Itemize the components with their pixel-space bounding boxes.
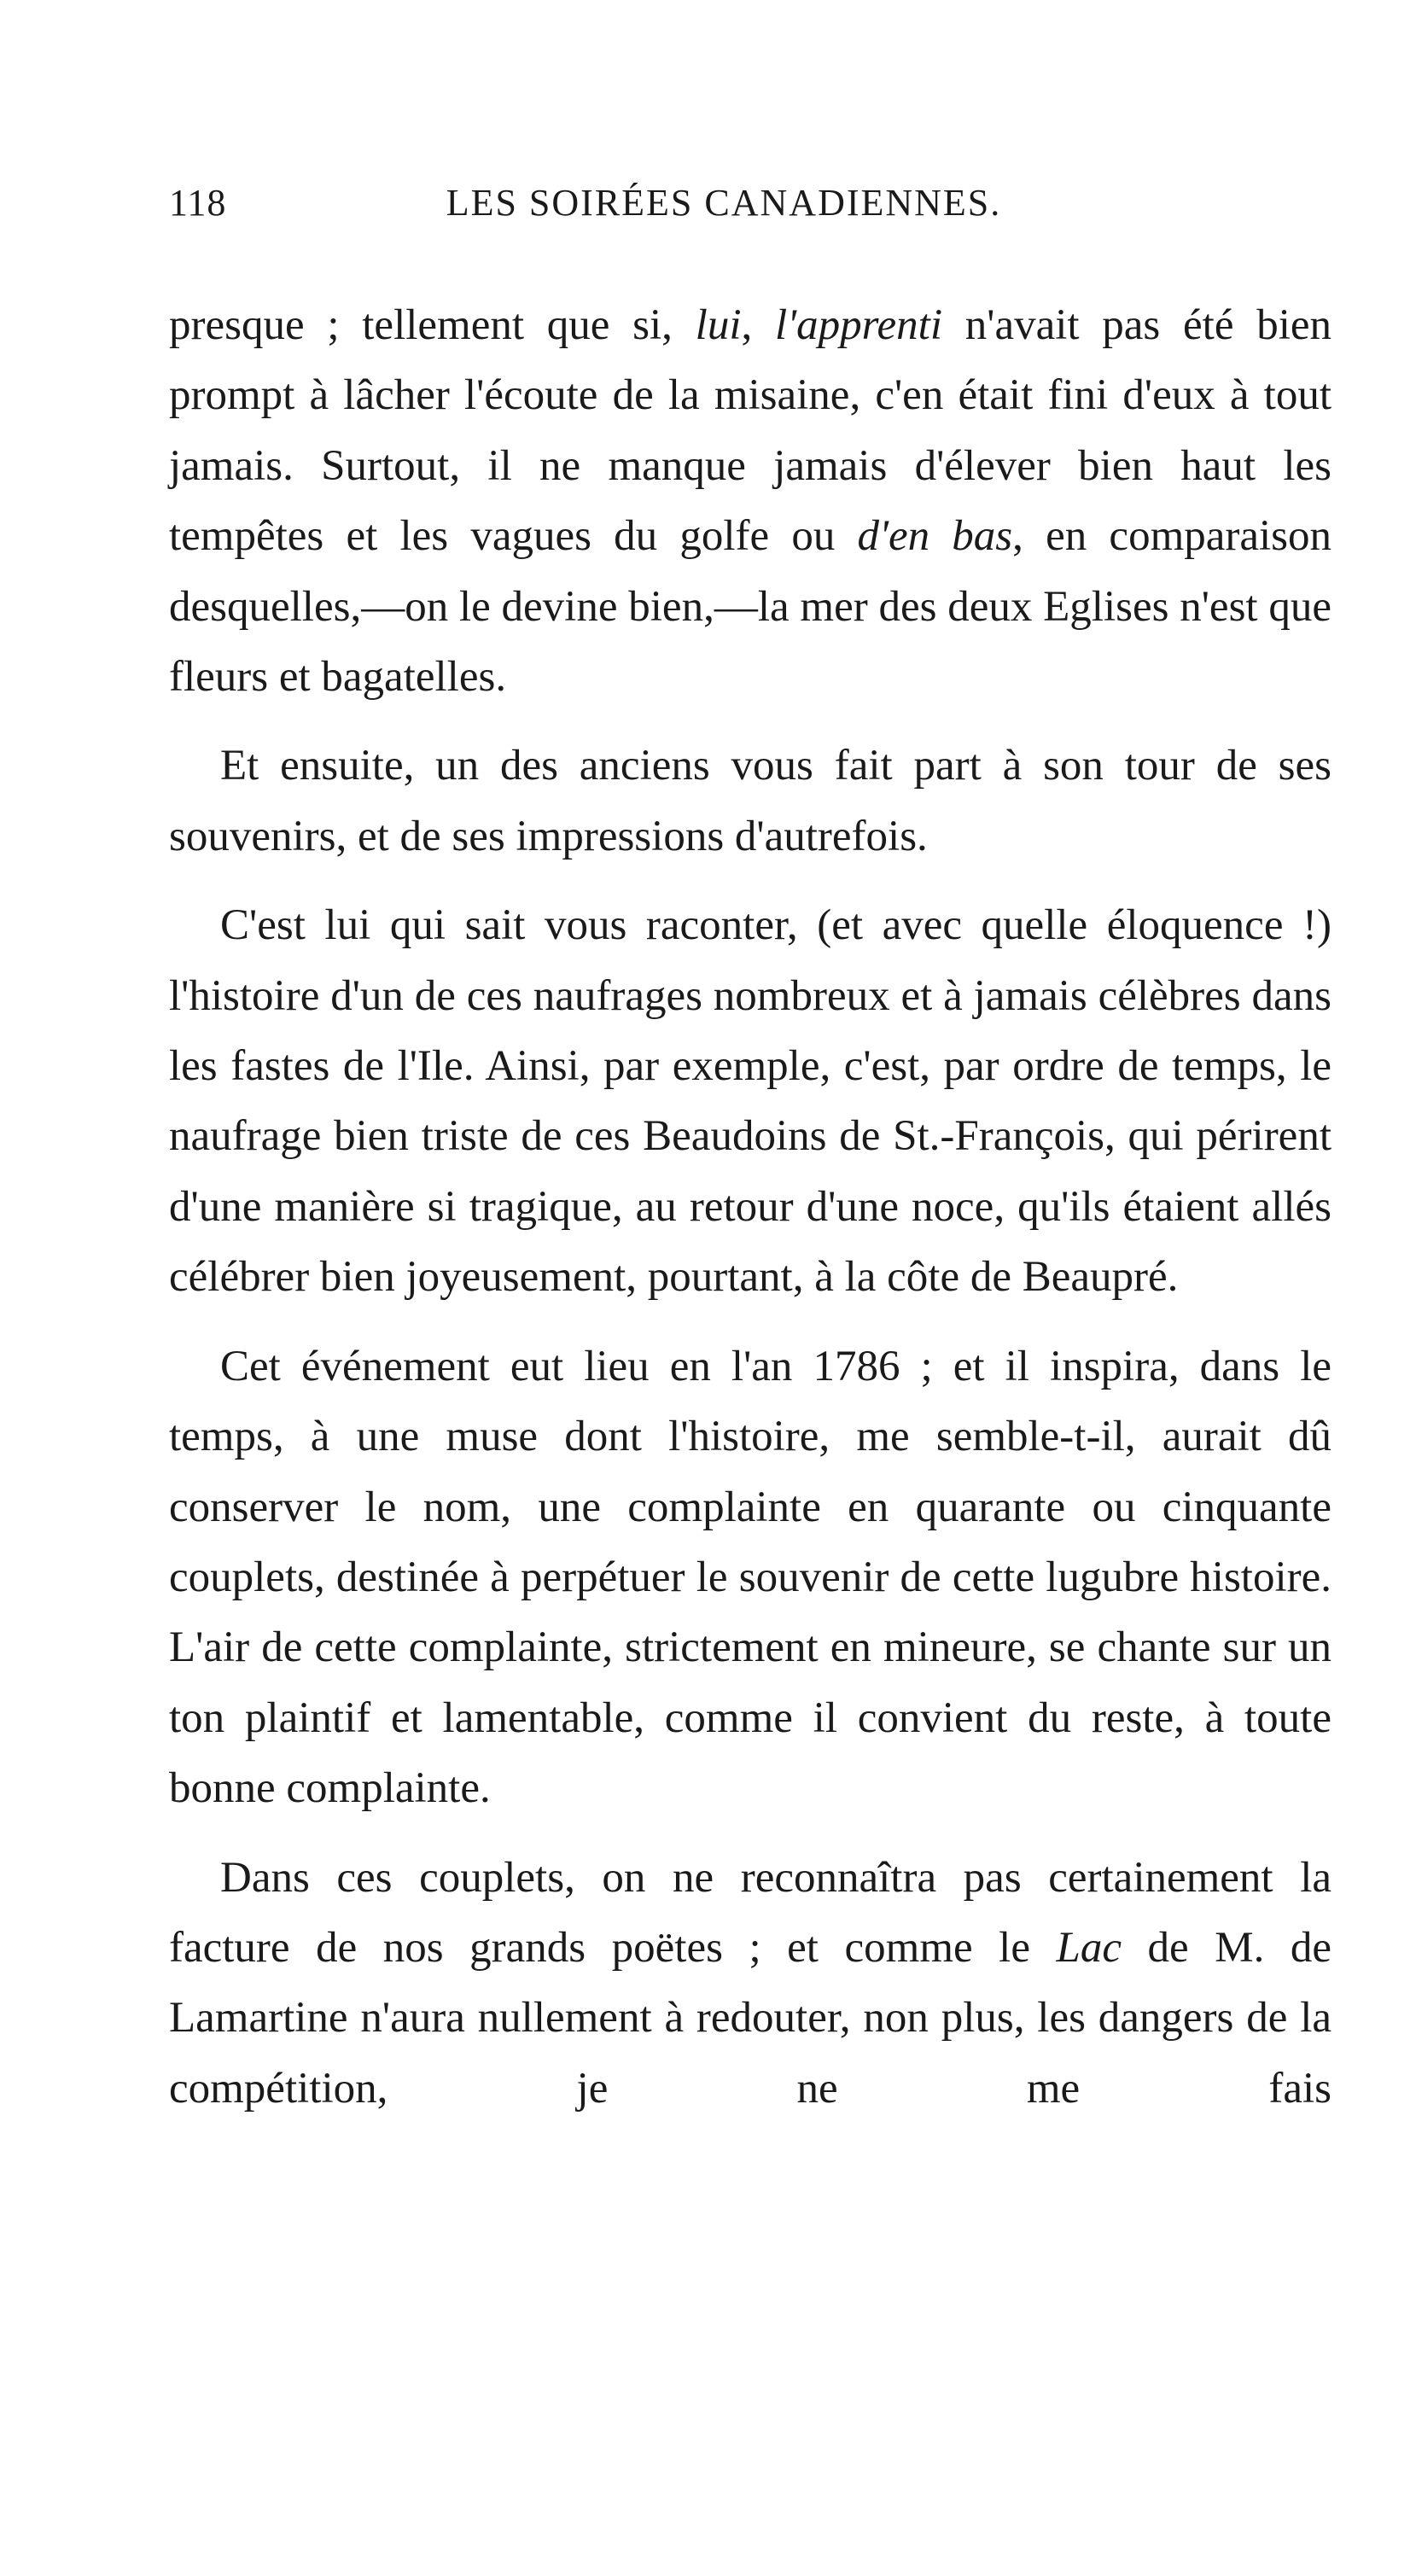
italic-text: lui [695,301,742,349]
paragraph [169,1332,1332,1824]
italic-text: Lac [1056,1923,1122,1972]
text-segment: de M. de Lamartine n'aura nullement à redouter, non plus, les dangers de la compétition, je ne me fais [169,1923,1332,2113]
italic-text: d'en bas [857,512,1013,561]
text-segment: n'avait pas été bien prompt à lâcher l'écoute de la misaine, c'en était fini d'eux à tout jamais. Surtout, il ne manque jamais d'élever bien haut les tempêtes et les vagues du golfe ou [169,301,1332,561]
page-number: 118 [169,182,227,224]
paragraph [169,890,1332,1312]
running-title: LES SOIRÉES CANADIENNES. [446,182,1002,224]
paragraph [169,731,1332,871]
text-segment: Et ensuite, un des anciens vous fait part à son tour de ses souvenirs, et de ses impressions d'autrefois. [169,742,1332,860]
text-segment: presque ; tellement que si, [169,301,696,349]
text-segment: Dans ces couplets, on ne reconnaîtra pas certainement la facture de nos grands poëtes ; et comme le [169,1853,1332,1972]
text-segment: , [741,301,775,349]
paragraph [169,1843,1332,2124]
text-segment: , en comparaison desquelles,—on le devine bien,—la mer des deux Eglises n'est que fleurs et bagatelles. [169,512,1332,702]
text-segment: Cet événement eut lieu en l'an 1786 ; et il inspira, dans le temps, à une muse dont l'histoire, me semble-t-il, aurait dû conserver le nom, une complainte en quarante ou cinquante couplets, destinée à perpétuer le souvenir de cette lugubre histoire. L'air de cette complainte, strictement en mineure, se chante sur un ton plaintif et lamentable, comme il convient du reste, à toute bonne complainte. [169,1342,1332,1813]
italic-text: l'apprenti [775,301,943,349]
text-segment: C'est lui qui sait vous raconter, (et avec quelle éloquence !) l'histoire d'un de ces naufrages nombreux et à jamais célèbres dans les fastes de l'Ile. Ainsi, par exemple, c'est, par ordre de temps, le naufrage bien triste de ces Beaudoins de St.-François, qui périrent d'une manière si tragique, au retour d'une noce, qu'ils étaient allés célébrer bien joyeusement, pourtant, à la côte de Beaupré. [169,901,1332,1302]
page-header [169,181,1227,232]
paragraph [169,290,1332,712]
body-text [169,290,1332,2142]
